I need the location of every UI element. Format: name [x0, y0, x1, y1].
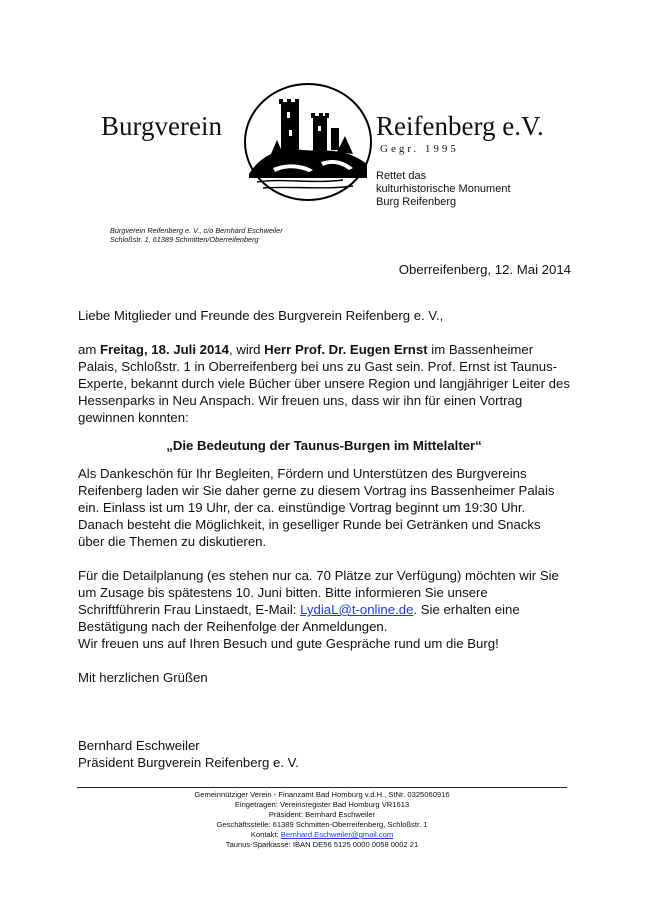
text: . Sie erhalten eine Bestätigung nach der Reihenfolge der Anmeldungen. — [78, 602, 520, 634]
place-date: Oberreifenberg, 12. Mai 2014 — [398, 262, 571, 277]
sender-line: Schloßstr. 1, 61389 Schmitten/Oberreifenberg — [110, 235, 259, 244]
tagline — [376, 170, 511, 209]
salutation: Liebe Mitglieder und Freunde des Burgverein Reifenberg e. V., — [78, 308, 444, 323]
org-name-right: Reifenberg e.V. — [376, 111, 544, 141]
speaker-name: Herr Prof. Dr. Eugen Ernst — [264, 342, 428, 357]
sender-address — [110, 226, 283, 244]
email-link[interactable]: LydiaL@t-online.de — [300, 602, 414, 617]
text: Für die Detailplanung (es stehen nur ca. 70 Plätze zur Verfügung) möchten wir Sie um Zusage bis spätestens 10. Juni bitten. Bitte informieren Sie unsere Schriftführerin Frau Linstaedt, E-Mail: — [78, 568, 559, 617]
footer — [77, 790, 567, 850]
text: am — [78, 342, 100, 357]
letter-body — [78, 307, 570, 771]
paragraph-closing-wish: Wir freuen uns auf Ihren Besuch und gute Gespräche rund um die Burg! — [78, 636, 499, 651]
footer-contact — [77, 830, 567, 840]
footer-line: Geschäftsstelle: 61389 Schmitten-Oberreifenberg, Schloßstr. 1 — [216, 820, 428, 829]
footer-line: Eingetragen: Vereinsregister Bad Homburg VR1613 — [234, 800, 410, 809]
footer-line: Gemeinnütziger Verein - Finanzamt Bad Homburg v.d.H., StNr. 0325060916 — [194, 790, 450, 799]
talk-title: „Die Bedeutung der Taunus-Burgen im Mittelalter“ — [166, 438, 482, 453]
footer-line: Taunus-Sparkasse: IBAN DE56 5125 0000 0058 0002 21 — [225, 840, 419, 849]
signer-title: Präsident Burgverein Reifenberg e. V. — [78, 755, 299, 770]
text: im Bassenheimer Palais, Schloßstr. 1 in Oberreifenberg bei uns zu Gast sein. Prof. Ernst ist Taunus-Experte, bekannt durch viele Bücher über unsere Region und langjähriger Leiter des Hessenparks in Neu Anspach. Wir freuen uns, dass wir ihn für einen Vortrag gewinnen konnten: — [78, 342, 570, 425]
event-date: Freitag, 18. Juli 2014 — [99, 342, 229, 357]
castle-logo — [243, 82, 373, 202]
paragraph-registration — [78, 567, 570, 635]
tagline-line: Rettet das — [376, 170, 427, 182]
footer-divider — [77, 787, 567, 788]
sender-line: Burgverein Reifenberg e. V., c/o Bernhard Eschweiler — [110, 226, 283, 235]
founded-year: Gegr. 1995 — [380, 143, 459, 155]
paragraph-thanks: Als Dankeschön für Ihr Begleiten, Fördern und Unterstützen des Burgvereins Reifenberg laden wir Sie daher gerne zu diesem Vortrag ins Bassenheimer Palais ein. Einlass ist um 19 Uhr, der ca. einstündige Vortrag beginnt um 19:30 Uhr. Danach besteht die Möglichkeit, in geselliger Runde bei Getränken und Snacks über die Themen zu diskutieren. — [78, 466, 555, 549]
org-name-left: Burgverein — [101, 111, 222, 141]
tagline-line: kulturhistorische Monument — [376, 183, 511, 195]
contact-label: Kontakt: — [250, 830, 281, 839]
paragraph-invitation — [78, 341, 570, 426]
tagline-line: Burg Reifenberg — [376, 196, 457, 208]
closing: Mit herzlichen Grüßen — [78, 670, 208, 685]
footer-line: Präsident: Bernhard Eschweiler — [268, 810, 376, 819]
signer-name: Bernhard Eschweiler — [78, 738, 200, 753]
text: , wird — [229, 342, 265, 357]
contact-email-link[interactable]: Bernhard.Eschweiler@gmail.com — [280, 830, 394, 839]
